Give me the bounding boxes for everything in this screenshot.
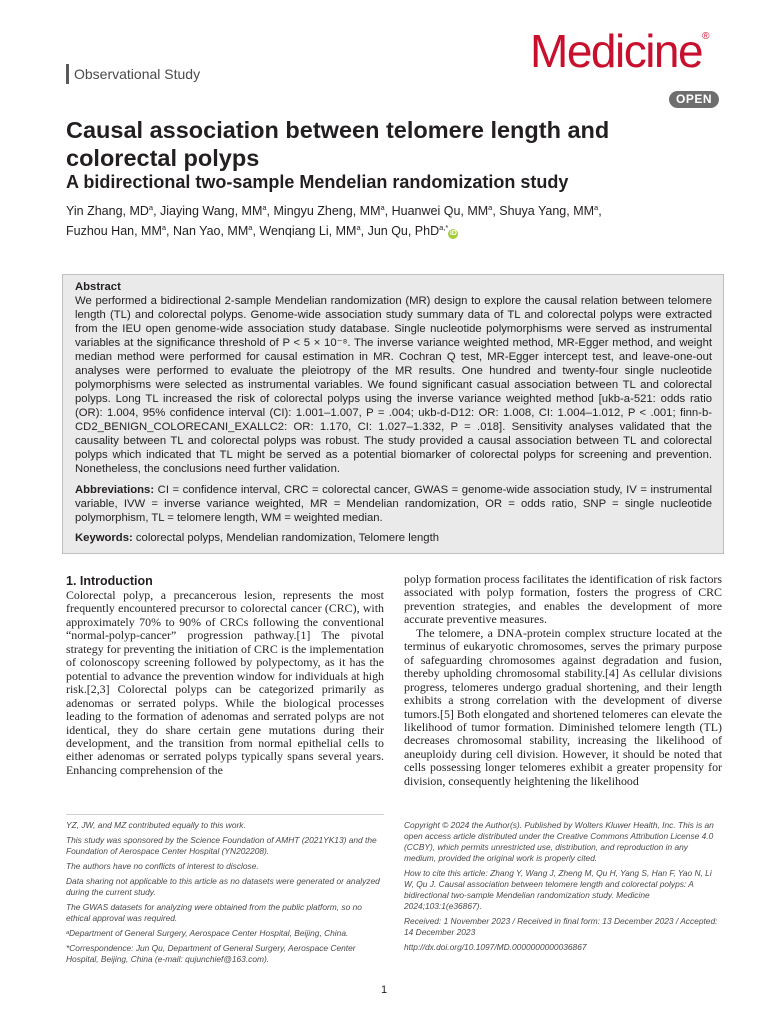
- footnote: Data sharing not applicable to this article as no datasets were generated or analyzed during the current study.: [66, 876, 380, 897]
- abbreviations: [75, 483, 712, 525]
- abstract-box: [62, 274, 724, 554]
- abstract-body: We performed a bidirectional 2-sample Mendelian randomization (MR) design to explore the causal relation between telomere length (TL) and colorectal polyps. Genome-wide association study summary data of TL and colorectal polyps were extracted from the IEU open genome-wide association study database. Single nucleotide polymorphisms were served as instrumental variables at the significance threshold of P < 5 × 10⁻⁸. The inverse variance weighted method, MR-Egger method, and weight median method were performed for causal estimation in MR. Cochran Q test, MR-Egger intercept test, and leave-one-out analyses were performed to evaluate the pleiotropy of the MR results. One hundred and twenty-four single nucleotide polymorphisms were selected as instrumental variables. We found significant casual association between TL and colorectal polyps. Long TL increased the risk of colorectal polyps using the inverse variance weighted method [ukb-a-521: odds ratio (OR): 1.004, 95% confidence interval (CI): 1.001–1.007, P = .004; ukb-d-D12: OR: 1.008, CI: 1.004–1.012, P < .001; finn-b-CD2_BENIGN_COLORECANI_EXALLC2: OR: 1.170, CI: 1.027–1.332, P = .018]. Sensitivity analyses validated that the causality between TL and colorectal polyps was robust. The study provided a causal association between TL and colorectal polyps which indicated that TL might be served as a potential biomarker of colorectal polyps for screening and prevention. Nonetheless, the conclusions need further validation.: [75, 295, 712, 475]
- author-name: Wenqiang Li, MM: [259, 223, 357, 238]
- author-name: Nan Yao, MM: [173, 223, 249, 238]
- author-affiliation: a,*: [439, 222, 449, 232]
- footnote: Copyright © 2024 the Author(s). Published by Wolters Kluwer Health, Inc. This is an open access article distributed under the Creative Commons Attribution License 4.0 (CCBY), which permits unrestricted use, distribution, and reproduction in any medium, provided the original work is properly cited.: [404, 820, 714, 863]
- author-affiliation: a: [594, 203, 599, 212]
- abbreviations-label: Abbreviations:: [75, 484, 155, 496]
- footnote-rule: [66, 814, 384, 815]
- section-label: Observational Study: [74, 66, 201, 82]
- author-affiliation: a: [161, 222, 167, 232]
- keywords: [75, 531, 712, 545]
- author-affiliation: a: [148, 203, 154, 212]
- body-column-left: [66, 589, 384, 777]
- body-column-right: [404, 573, 722, 788]
- intro-paragraph-1-continued: polyp formation process facilitates the identification of risk factors associated with polyp formation, fosters the progress of CRC prevention strategies, and enables the development of more accurate preventive measures.: [404, 572, 722, 627]
- author-affiliation: a: [248, 222, 253, 232]
- author-name: Jun Qu, PhD: [367, 223, 440, 238]
- section-heading-introduction: 1. Introduction: [66, 574, 153, 588]
- footnote: This study was sponsored by the Science Foundation of AMHT (2021YK13) and the Foundation of Aerospace Center Hospital (YN202208).: [66, 835, 377, 856]
- journal-logo: [530, 25, 708, 77]
- author-name: Yin Zhang, MD: [66, 204, 149, 219]
- footnote: YZ, JW, and MZ contributed equally to this work.: [66, 820, 246, 830]
- author-name: Jiaying Wang, MM: [160, 204, 263, 219]
- author-affiliation: a: [262, 203, 267, 212]
- author-list: Yin Zhang, $MD^a$, Jiaying Wang, $MM^a$, Mingyu Zheng, $MM^a$, Huanwei Qu, $MM^a$, Shuya Yang, $MM^a$, Fuzhou Han, $MM^a$, Nan Yao, $MM^a$, Wenqiang Li, $MM^a$, Jun Qu, PhD$^{a,*}$iD: [66, 203, 602, 238]
- footnotes-left: [66, 820, 384, 969]
- abbreviations-text: CI = confidence interval, CRC = colorectal cancer, GWAS = genome-wide association study, IV = instrumental variable, IVW = inverse variance weighted, MR = Mendelian randomization, OR = odds ratio, SNP = single nucleotide polymorphism, TL = telomere length, WM = weighted median.: [75, 484, 713, 524]
- author-affiliation: a: [380, 203, 385, 212]
- article-subtitle: A bidirectional two-sample Mendelian randomization study: [66, 172, 569, 192]
- author-affiliation: a: [356, 222, 361, 232]
- article-title: Causal association between telomere length and colorectal polyps: [66, 117, 610, 171]
- footnotes-right: [404, 820, 722, 957]
- footnote: How to cite this article: Zhang Y, Wang J, Zheng M, Qu H, Yang S, Han F, Yao N, Li W, Qu J. Causal association between telomere length and colorectal polyps: A bidirectional two-sample Mendelian randomization study. Medicine 2024;103:1(e36867).: [404, 868, 712, 911]
- journal-name: Medicine: [530, 25, 703, 77]
- section-bar: [66, 64, 69, 84]
- author-name: Huanwei Qu, MM: [391, 204, 489, 219]
- abstract-heading: Abstract: [75, 281, 121, 293]
- orcid-icon[interactable]: iD: [449, 229, 457, 237]
- footnote: Received: 1 November 2023 / Received in final form: 13 December 2023 / Accepted: 14 December 2023: [404, 916, 718, 937]
- open-access-badge: OPEN: [669, 91, 719, 108]
- author-name: Shuya Yang, MM: [499, 204, 595, 219]
- intro-paragraph-2: The telomere, a DNA-protein complex structure located at the terminus of eukaryotic chromosomes, serves the primary purpose of safeguarding chromosomes against degradation and fusion, thereby upholding chromosomal stability.[4] As cellular divisions progress, telomeres undergo gradual shortening, and their length exhibits a strong correlation with the development of diverse tumors.[5] Both elongated and shortened telomeres can elevate the likelihood of tumor formation. Diminished telomere length (TL) decreases chromosomal stability, increasing the likelihood of aneuploidy during cell division. However, it should be noted that cells possessing longer telomeres exhibit a greater propensity for division, consequently heightening the likelihood: [404, 625, 722, 788]
- author-name: Fuzhou Han, MM: [66, 223, 162, 238]
- footnote: *Correspondence: Jun Qu, Department of General Surgery, Aerospace Center Hospital, Beijing, China (e-mail: qujunchief@163.com).: [66, 943, 356, 964]
- author-name: Mingyu Zheng, MM: [273, 204, 381, 219]
- keywords-label: Keywords:: [75, 532, 133, 544]
- footnote: The authors have no conflicts of interest to disclose.: [66, 861, 259, 871]
- footnote: ᵃDepartment of General Surgery, Aerospace Center Hospital, Beijing, China.: [66, 928, 349, 938]
- author-affiliation: a: [488, 203, 493, 212]
- registered-mark: ®: [702, 31, 708, 42]
- intro-paragraph-1: Colorectal polyp, a precancerous lesion, represents the most frequently encountered precursor to colorectal cancer (CRC), with approximately 70% to 90% of CRCs following the conventional “normal-polyp-cancer” progression pathway.[1] The pivotal strategy for preventing the initiation of CRC is the implementation of colonoscopy screening followed by polypectomy, as it has the potential to advance the prevention window for individuals at high risk.[2,3] Colorectal polyps can be categorized primarily as adenomas or serrated polyps. While the biological processes leading to the formation of adenomas and serrated polyps are not identical, they do share certain gene mutations during their development, and the transition from normal epithelial cells to either adenomas or serrated polyps typically spans several years. Enhancing comprehension of the: [66, 588, 384, 777]
- keywords-text: colorectal polyps, Mendelian randomization, Telomere length: [135, 532, 440, 544]
- footnote: http://dx.doi.org/10.1097/MD.0000000000036867: [404, 942, 587, 952]
- footnote: The GWAS datasets for analyzing were obtained from the public platform, so no ethical approval was required.: [66, 902, 362, 923]
- page-number: 1: [380, 984, 388, 996]
